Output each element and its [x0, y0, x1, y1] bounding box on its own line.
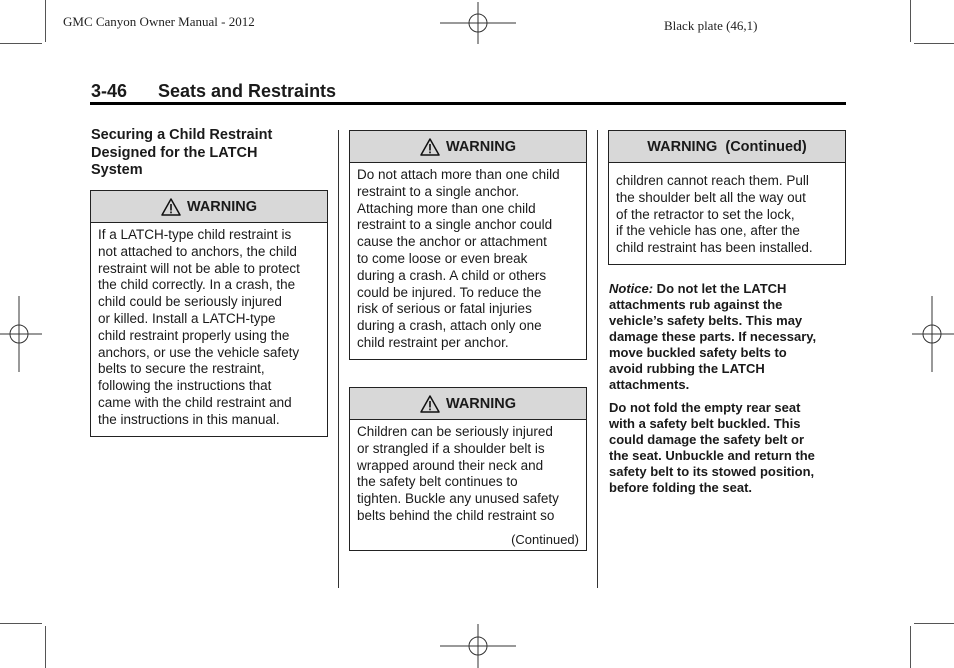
header-rule: [90, 102, 846, 105]
warning-triangle-icon: [420, 395, 440, 413]
fold-seat-paragraph: Do not fold the empty rear seat with a safety belt buckled. This could damage the safety belt or the seat. Unbuckle and return the safety belt to its stowed position, before folding the seat.: [609, 400, 815, 495]
notice-text: Do not let the LATCH attachments rub against the vehicle’s safety belts. This may damage these parts. If necessary, move buckled safety belts to avoid rubbing the LATCH attachments.: [609, 281, 817, 392]
section-title: Seats and Restraints: [158, 81, 337, 101]
notice-paragraph: [609, 281, 847, 393]
warning-title: WARNING (Continued): [647, 138, 807, 155]
subheading: Securing a Child Restraint Designed for the LATCH System: [91, 127, 273, 178]
crop-mark-top-right-h: [914, 43, 954, 44]
registration-mark-left-icon: [0, 296, 42, 372]
warning-title: WARNING: [445, 138, 517, 155]
warning-body: children cannot reach them. Pull the shoulder belt all the way out of the retractor to set the lock, if the vehicle has one, after the child restraint has been installed.: [616, 173, 813, 256]
crop-mark-bottom-left-v: [45, 626, 46, 668]
plate-label: Black plate (46,1): [664, 18, 758, 33]
crop-mark-bottom-left-h: [0, 623, 42, 624]
column-divider-1: [338, 130, 339, 588]
warning-box-continued: [608, 130, 846, 265]
warning-triangle-icon: [161, 198, 181, 216]
warning-body: Children can be seriously injured or strangled if a shoulder belt is wrapped around their neck and the safety belt continues to tighten. Buckle any unused safety belts behind the child restraint so: [357, 424, 559, 523]
warning-box-shoulder-belt: [349, 387, 587, 551]
notice-label: Notice:: [609, 281, 654, 296]
crop-mark-bottom-right-v: [910, 626, 911, 668]
warning-body: Do not attach more than one child restraint to a single anchor. Attaching more than one child restraint to a single anchor could cause the anchor or attachment to come loose or even break during a crash. A child or others could be injured. To reduce the risk of serious or fatal injuries during a crash, attach only one child restraint per anchor.: [357, 167, 560, 350]
registration-mark-bottom-icon: [440, 624, 516, 668]
warning-header: [609, 131, 845, 163]
warning-title: WARNING: [186, 198, 258, 215]
warning-body: If a LATCH-type child restraint is not attached to anchors, the child restraint will not be able to protect the child correctly. In a crash, the child could be seriously injured or killed. Install a LATCH-type child restraint properly using the anchors, or use the vehicle safety belts to secure the restraint, following the instructions that came with the child restraint and the instructions in this manual.: [98, 227, 300, 427]
warning-header: [350, 131, 586, 163]
crop-mark-top-right-v: [910, 0, 911, 42]
warning-header: [91, 191, 327, 223]
continued-label: (Continued): [511, 532, 579, 547]
warning-box-anchor: [349, 130, 587, 360]
registration-mark-right-icon: [912, 296, 954, 372]
column-divider-2: [597, 130, 598, 588]
registration-mark-top-icon: [440, 2, 516, 44]
crop-mark-top-left-h: [0, 43, 42, 44]
crop-mark-top-left-v: [45, 0, 46, 42]
manual-title: GMC Canyon Owner Manual - 2012: [63, 14, 255, 29]
crop-mark-bottom-right-h: [914, 623, 954, 624]
section-number: 3-46: [91, 81, 128, 101]
warning-title: WARNING: [445, 395, 517, 412]
warning-box-latch: [90, 190, 328, 437]
warning-header: [350, 388, 586, 420]
warning-triangle-icon: [420, 138, 440, 156]
